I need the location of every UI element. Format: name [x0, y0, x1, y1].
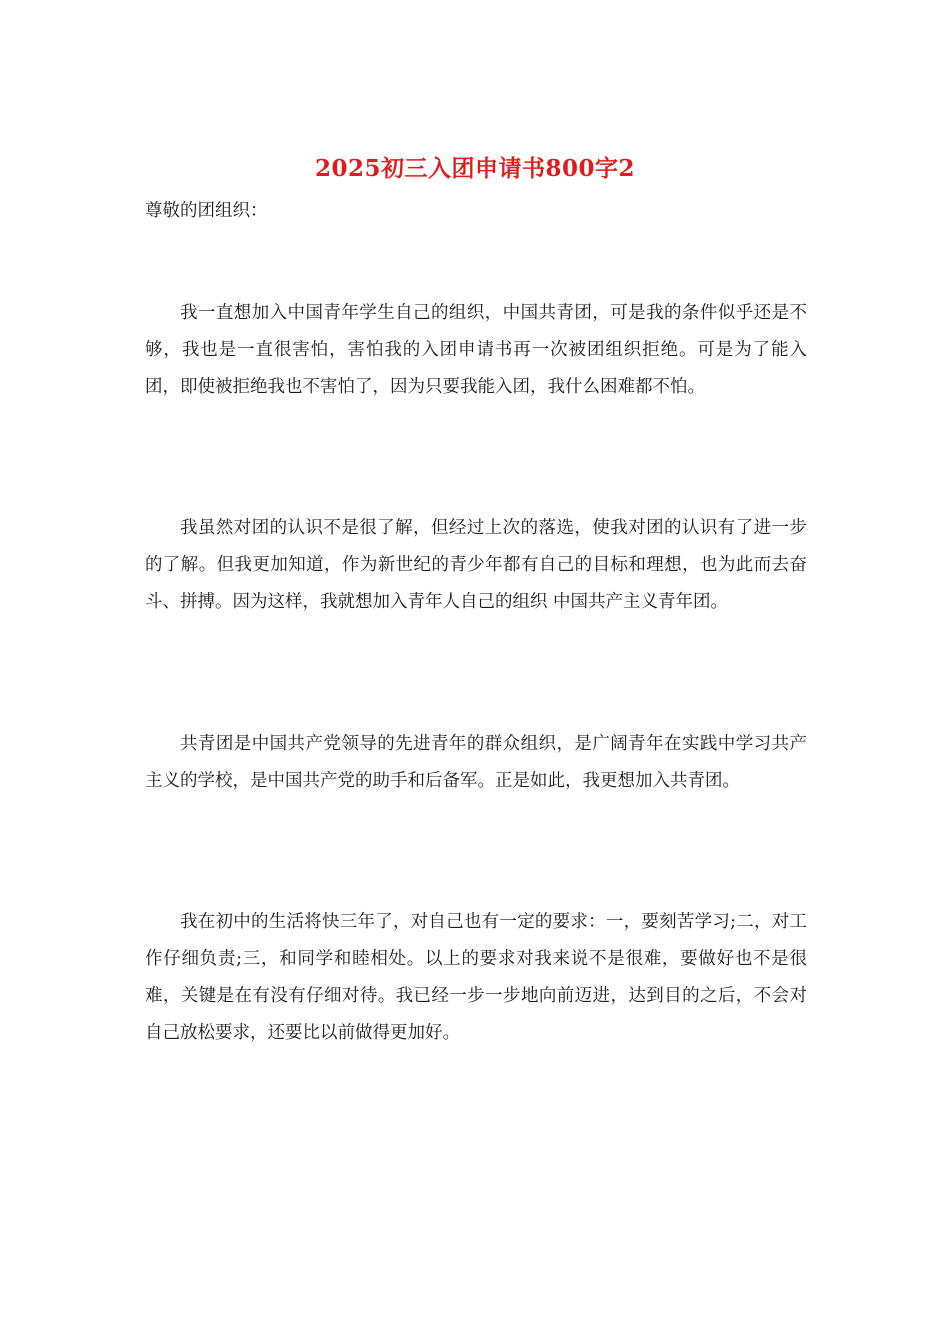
- paragraph-3: 共青团是中国共产党领导的先进青年的群众组织，是广阔青年在实践中学习共产主义的学校，是中国共产党的助手和后备军。正是如此，我更想加入共青团。: [145, 734, 807, 791]
- paragraph-2: 我虽然对团的认识不是很了解，但经过上次的落选，使我对团的认识有了进一步的了解。但我更加知道，作为新世纪的青少年都有自己的目标和理想，也为此而去奋斗、拼搏。因为这样，我就想加入青年人自己的组织 中国共产主义青年团。: [145, 518, 807, 612]
- document-title: 2025初三入团申请书800字2: [314, 155, 636, 182]
- paragraph-4: 我在初中的生活将快三年了，对自己也有一定的要求：一，要刻苦学习;二，对工作仔细负责;三，和同学和睦相处。以上的要求对我来说不是很难，要做好也不是很难，关键是在有没有仔细对待。我已经一步一步地向前迈进，达到目的之后，不会对自己放松要求，还要比以前做得更加好。: [145, 912, 807, 1043]
- salutation: 尊敬的团组织：: [145, 201, 268, 221]
- paragraph-1: 我一直想加入中国青年学生自己的组织，中国共青团，可是我的条件似乎还是不够，我也是一直很害怕，害怕我的入团申请书再一次被团组织拒绝。可是为了能入团，即使被拒绝我也不害怕了，因为只要我能入团，我什么困难都不怕。: [145, 303, 807, 397]
